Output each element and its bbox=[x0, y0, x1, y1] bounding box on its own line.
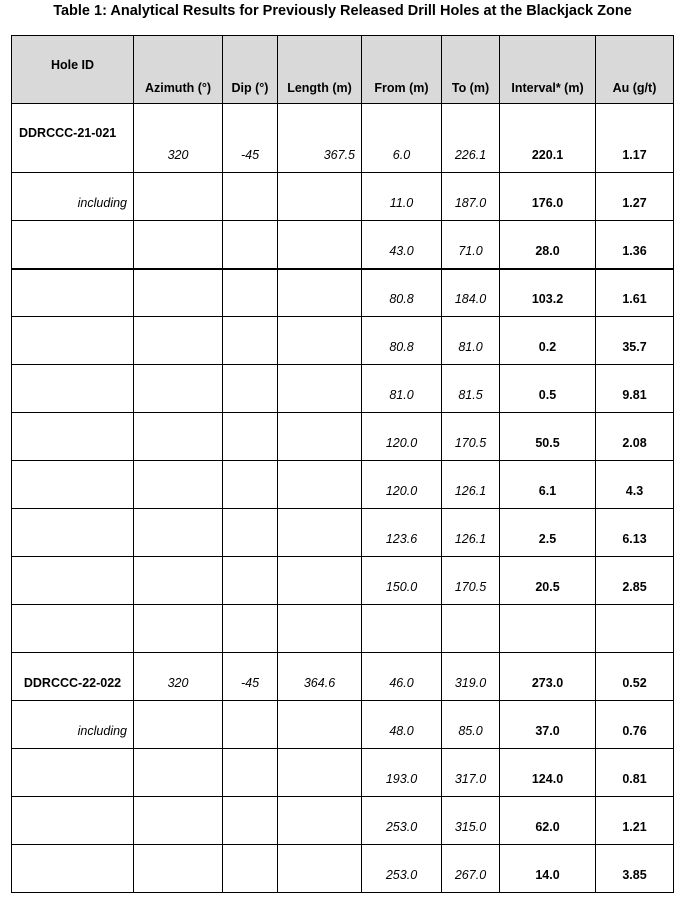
empty-cell bbox=[134, 605, 223, 653]
header-from: From (m) bbox=[362, 36, 442, 104]
table-row bbox=[12, 365, 674, 413]
header-row bbox=[12, 36, 674, 104]
hole-id-cell bbox=[12, 461, 134, 509]
au-cell: 1.36 bbox=[596, 221, 674, 269]
length-cell bbox=[278, 413, 362, 461]
interval-cell: 50.5 bbox=[500, 413, 596, 461]
table-row bbox=[12, 104, 674, 173]
interval-cell: 2.5 bbox=[500, 509, 596, 557]
to-cell: 71.0 bbox=[442, 221, 500, 269]
dip-cell bbox=[223, 461, 278, 509]
table-row bbox=[12, 461, 674, 509]
length-cell bbox=[278, 845, 362, 893]
length-cell bbox=[278, 797, 362, 845]
length-cell bbox=[278, 365, 362, 413]
to-cell: 170.5 bbox=[442, 557, 500, 605]
header-au: Au (g/t) bbox=[596, 36, 674, 104]
interval-cell: 6.1 bbox=[500, 461, 596, 509]
empty-cell bbox=[223, 605, 278, 653]
empty-cell bbox=[12, 605, 134, 653]
header-interval: Interval* (m) bbox=[500, 36, 596, 104]
table-row bbox=[12, 797, 674, 845]
azimuth-cell bbox=[134, 509, 223, 557]
length-cell bbox=[278, 461, 362, 509]
length-cell bbox=[278, 173, 362, 221]
from-cell: 81.0 bbox=[362, 365, 442, 413]
azimuth-cell bbox=[134, 797, 223, 845]
azimuth-cell bbox=[134, 269, 223, 317]
to-cell: 85.0 bbox=[442, 701, 500, 749]
au-cell: 1.21 bbox=[596, 797, 674, 845]
including-label: including bbox=[12, 173, 134, 221]
au-cell: 4.3 bbox=[596, 461, 674, 509]
hole-id-cell bbox=[12, 749, 134, 797]
from-cell: 6.0 bbox=[362, 104, 442, 173]
length-cell: 364.6 bbox=[278, 653, 362, 701]
dip-cell bbox=[223, 365, 278, 413]
header-dip: Dip (°) bbox=[223, 36, 278, 104]
au-cell: 2.85 bbox=[596, 557, 674, 605]
dip-cell bbox=[223, 797, 278, 845]
dip-cell bbox=[223, 173, 278, 221]
table-row bbox=[12, 509, 674, 557]
hole-id-cell bbox=[12, 557, 134, 605]
dip-cell bbox=[223, 557, 278, 605]
from-cell: 253.0 bbox=[362, 797, 442, 845]
azimuth-cell bbox=[134, 461, 223, 509]
hole-id-cell: DDRCCC-22-022 bbox=[12, 653, 134, 701]
empty-row bbox=[12, 605, 674, 653]
from-cell: 48.0 bbox=[362, 701, 442, 749]
interval-cell: 220.1 bbox=[500, 104, 596, 173]
header-length: Length (m) bbox=[278, 36, 362, 104]
interval-cell: 0.5 bbox=[500, 365, 596, 413]
hole-id-cell bbox=[12, 221, 134, 269]
table-title: Table 1: Analytical Results for Previously Released Drill Holes at the Blackjack Zone bbox=[53, 3, 632, 19]
au-cell: 0.76 bbox=[596, 701, 674, 749]
to-cell: 81.0 bbox=[442, 317, 500, 365]
azimuth-cell bbox=[134, 845, 223, 893]
azimuth-cell bbox=[134, 317, 223, 365]
length-cell bbox=[278, 509, 362, 557]
azimuth-cell bbox=[134, 365, 223, 413]
dip-cell: -45 bbox=[223, 104, 278, 173]
to-cell: 81.5 bbox=[442, 365, 500, 413]
interval-cell: 124.0 bbox=[500, 749, 596, 797]
interval-cell: 176.0 bbox=[500, 173, 596, 221]
dip-cell bbox=[223, 221, 278, 269]
azimuth-cell: 320 bbox=[134, 104, 223, 173]
empty-cell bbox=[500, 605, 596, 653]
length-cell: 367.5 bbox=[278, 104, 362, 173]
dip-cell bbox=[223, 317, 278, 365]
to-cell: 317.0 bbox=[442, 749, 500, 797]
hole-id-cell bbox=[12, 509, 134, 557]
hole-id-cell bbox=[12, 317, 134, 365]
table-row bbox=[12, 269, 674, 317]
results-table bbox=[11, 35, 674, 893]
to-cell: 319.0 bbox=[442, 653, 500, 701]
from-cell: 193.0 bbox=[362, 749, 442, 797]
table-row bbox=[12, 749, 674, 797]
dip-cell: -45 bbox=[223, 653, 278, 701]
interval-cell: 103.2 bbox=[500, 269, 596, 317]
azimuth-cell bbox=[134, 701, 223, 749]
length-cell bbox=[278, 701, 362, 749]
header-hole-id: Hole ID bbox=[12, 36, 134, 104]
length-cell bbox=[278, 221, 362, 269]
to-cell: 184.0 bbox=[442, 269, 500, 317]
au-cell: 0.81 bbox=[596, 749, 674, 797]
au-cell: 2.08 bbox=[596, 413, 674, 461]
azimuth-cell bbox=[134, 221, 223, 269]
au-cell: 6.13 bbox=[596, 509, 674, 557]
from-cell: 46.0 bbox=[362, 653, 442, 701]
dip-cell bbox=[223, 413, 278, 461]
azimuth-cell: 320 bbox=[134, 653, 223, 701]
interval-cell: 20.5 bbox=[500, 557, 596, 605]
empty-cell bbox=[596, 605, 674, 653]
hole-id-cell bbox=[12, 413, 134, 461]
table-row bbox=[12, 173, 674, 221]
azimuth-cell bbox=[134, 413, 223, 461]
azimuth-cell bbox=[134, 557, 223, 605]
length-cell bbox=[278, 317, 362, 365]
table-row bbox=[12, 413, 674, 461]
dip-cell bbox=[223, 845, 278, 893]
from-cell: 253.0 bbox=[362, 845, 442, 893]
to-cell: 267.0 bbox=[442, 845, 500, 893]
au-cell: 1.27 bbox=[596, 173, 674, 221]
table-row bbox=[12, 557, 674, 605]
interval-cell: 62.0 bbox=[500, 797, 596, 845]
dip-cell bbox=[223, 749, 278, 797]
dip-cell bbox=[223, 509, 278, 557]
hole-id-cell bbox=[12, 269, 134, 317]
hole-id-cell bbox=[12, 797, 134, 845]
from-cell: 80.8 bbox=[362, 269, 442, 317]
hole-id-cell bbox=[12, 365, 134, 413]
from-cell: 150.0 bbox=[362, 557, 442, 605]
to-cell: 226.1 bbox=[442, 104, 500, 173]
empty-cell bbox=[362, 605, 442, 653]
to-cell: 315.0 bbox=[442, 797, 500, 845]
to-cell: 187.0 bbox=[442, 173, 500, 221]
azimuth-cell bbox=[134, 173, 223, 221]
length-cell bbox=[278, 269, 362, 317]
from-cell: 123.6 bbox=[362, 509, 442, 557]
interval-cell: 37.0 bbox=[500, 701, 596, 749]
from-cell: 120.0 bbox=[362, 461, 442, 509]
length-cell bbox=[278, 749, 362, 797]
table-row bbox=[12, 653, 674, 701]
dip-cell bbox=[223, 701, 278, 749]
table-row bbox=[12, 317, 674, 365]
interval-cell: 273.0 bbox=[500, 653, 596, 701]
azimuth-cell bbox=[134, 749, 223, 797]
au-cell: 1.17 bbox=[596, 104, 674, 173]
to-cell: 126.1 bbox=[442, 461, 500, 509]
dip-cell bbox=[223, 269, 278, 317]
interval-cell: 28.0 bbox=[500, 221, 596, 269]
hole-id-cell: DDRCCC-21-021 bbox=[12, 104, 134, 173]
au-cell: 35.7 bbox=[596, 317, 674, 365]
table-row bbox=[12, 701, 674, 749]
hole-id-cell bbox=[12, 845, 134, 893]
table-row bbox=[12, 845, 674, 893]
au-cell: 1.61 bbox=[596, 269, 674, 317]
from-cell: 43.0 bbox=[362, 221, 442, 269]
header-to: To (m) bbox=[442, 36, 500, 104]
to-cell: 126.1 bbox=[442, 509, 500, 557]
interval-cell: 14.0 bbox=[500, 845, 596, 893]
length-cell bbox=[278, 557, 362, 605]
au-cell: 3.85 bbox=[596, 845, 674, 893]
au-cell: 0.52 bbox=[596, 653, 674, 701]
to-cell: 170.5 bbox=[442, 413, 500, 461]
empty-cell bbox=[278, 605, 362, 653]
empty-cell bbox=[442, 605, 500, 653]
from-cell: 120.0 bbox=[362, 413, 442, 461]
au-cell: 9.81 bbox=[596, 365, 674, 413]
from-cell: 80.8 bbox=[362, 317, 442, 365]
including-label: including bbox=[12, 701, 134, 749]
table-row bbox=[12, 221, 674, 269]
interval-cell: 0.2 bbox=[500, 317, 596, 365]
from-cell: 11.0 bbox=[362, 173, 442, 221]
header-azimuth: Azimuth (°) bbox=[134, 36, 223, 104]
